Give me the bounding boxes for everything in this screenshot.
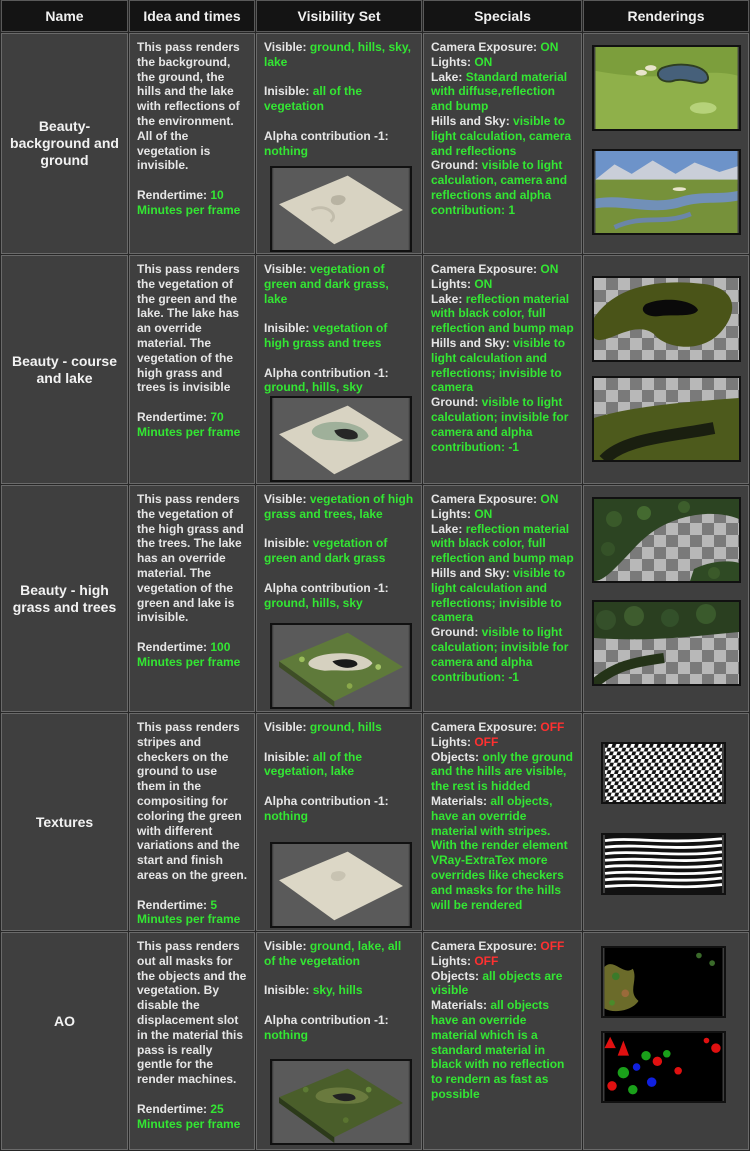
header-specials-label: Specials: [474, 7, 531, 24]
scene-thumbnail: [270, 623, 412, 709]
rendertime-value: 100 Minutes per frame: [137, 639, 241, 669]
hills-sky-value: visible to light calculation and reflections; invisible to camera: [431, 335, 566, 395]
ground-label: Ground:: [431, 395, 479, 410]
lights-label: Lights:: [431, 276, 471, 291]
alpha-value: nothing: [264, 143, 308, 158]
idea-text: This pass renders the background, the ground, the hills and the lake with reflections of the environment. All of the vegetation is invisible.: [137, 40, 240, 173]
row-name-label: AO: [54, 1013, 75, 1029]
camera-exposure-value: ON: [540, 40, 559, 54]
render-ao-mask: [601, 946, 726, 1018]
rendertime-value: 10 Minutes per frame: [137, 187, 241, 217]
visibility-cell: [256, 932, 422, 1150]
invisible-value: all of the vegetation, lake: [264, 749, 363, 779]
objects-label: Objects:: [431, 968, 480, 983]
camera-exposure-label: Camera Exposure:: [431, 939, 538, 953]
row-name: [1, 485, 128, 712]
visible-label: Visible:: [264, 720, 307, 734]
lights-label: Lights:: [431, 734, 471, 749]
camera-exposure-label: Camera Exposure:: [431, 492, 538, 506]
visible-value: vegetation of high grass and trees, lake: [264, 492, 414, 521]
camera-exposure-label: Camera Exposure:: [431, 720, 538, 734]
idea-text: This pass renders the vegetation of the green and the lake. The lake has an override material. The vegetation of the high grass and trees is invisible: [137, 262, 240, 395]
visibility-cell: [256, 33, 422, 254]
invisible-label: Inisible:: [264, 321, 310, 336]
rendertime: [137, 1102, 248, 1132]
row-name: [1, 255, 128, 484]
header-renderings: [583, 0, 749, 32]
visible-label: Visible:: [264, 40, 307, 54]
lake-value: reflection material with black color, full reflection and bump map: [431, 291, 574, 336]
rendertime-value: 25 Minutes per frame: [137, 1101, 241, 1131]
lake-label: Lake:: [431, 69, 463, 84]
lake-label: Lake:: [431, 291, 463, 306]
header-name-label: Name: [45, 7, 84, 24]
idea-cell: [129, 485, 255, 712]
rendertime-value: 70 Minutes per frame: [137, 409, 241, 439]
materials-value: all objects, have an override material with stripes. With the render element VRay-ExtraTex more overrides like checkers and masks for the hills will be rendered: [431, 793, 568, 912]
alpha-value: nothing: [264, 808, 308, 823]
renderings-cell: [583, 33, 749, 254]
render-trees-aerial: [592, 497, 741, 583]
lights-value: ON: [474, 54, 493, 69]
visible-label: Visible:: [264, 262, 307, 276]
hills-sky-value: visible to light calculation and reflections; invisible to camera: [431, 565, 566, 625]
hills-sky-label: Hills and Sky:: [431, 565, 510, 580]
lake-value: reflection material with black color, full reflection and bump map: [431, 521, 574, 566]
alpha-label: Alpha contribution -1:: [264, 793, 389, 808]
render-trees-perspective: [592, 600, 741, 686]
lake-label: Lake:: [431, 521, 463, 536]
header-visibility: [256, 0, 422, 32]
lights-label: Lights:: [431, 506, 471, 521]
hills-sky-value: visible to light calculation, camera and reflections: [431, 113, 572, 158]
camera-exposure-label: Camera Exposure:: [431, 40, 538, 54]
alpha-label: Alpha contribution -1:: [264, 128, 389, 143]
idea-text: This pass renders the vegetation of the high grass and the trees. The lake has an override material. The vegetation of the green and lake is invisible.: [137, 492, 244, 625]
ground-value: visible to light calculation; invisible for camera and alpha contribution: -1: [431, 395, 569, 454]
specials-cell: [423, 932, 582, 1150]
idea-cell: [129, 255, 255, 484]
renderings-cell: [583, 932, 749, 1150]
trees-perspective-shape: [594, 602, 739, 684]
header-idea-label: Idea and times: [143, 7, 241, 24]
scene-thumbnail: [270, 1059, 412, 1145]
idea-text: This pass renders out all masks for the objects and the vegetation. By disable the displacement slot in the material this pass is really gentle for the render machines.: [137, 939, 247, 1087]
rendertime-value: 5 Minutes per frame: [137, 897, 241, 927]
invisible-value: sky, hills: [312, 983, 363, 998]
invisible-label: Inisible:: [264, 536, 310, 551]
trees-aerial-shape: [594, 499, 739, 581]
ground-label: Ground:: [431, 158, 479, 173]
visible-label: Visible:: [264, 492, 307, 506]
row-name-label: Beauty - high grass and trees: [12, 581, 117, 615]
alpha-value: ground, hills, sky: [264, 380, 363, 395]
camera-exposure-value: OFF: [540, 720, 565, 734]
render-golf-course-perspective: [592, 149, 741, 235]
ground-value: visible to light calculation, camera and reflections and alpha contribution: 1: [431, 158, 568, 217]
objects-value: all objects are visible: [431, 968, 563, 998]
alpha-label: Alpha contribution -1:: [264, 1012, 389, 1027]
specials-cell: [423, 485, 582, 712]
render-stripes-texture: [601, 833, 726, 895]
render-course-lake-aerial: [592, 276, 741, 362]
header-specials: [423, 0, 582, 32]
invisible-value: all of the vegetation: [264, 84, 363, 114]
rendertime: [137, 188, 248, 218]
visibility-cell: [256, 713, 422, 931]
invisible-label: Inisible:: [264, 749, 310, 764]
idea-cell: [129, 932, 255, 1150]
materials-value: all objects have an override material which is a standard material in black with no reflection to rendern as fast as possible: [431, 998, 565, 1101]
camera-exposure-value: OFF: [540, 939, 565, 953]
lights-label: Lights:: [431, 953, 471, 968]
scene-thumbnail: [270, 166, 412, 252]
row-name-label: Textures: [35, 813, 94, 830]
invisible-label: Inisible:: [264, 983, 310, 998]
rendertime-label: Rendertime:: [137, 409, 208, 424]
render-course-lake-perspective: [592, 376, 741, 462]
alpha-label: Alpha contribution -1:: [264, 580, 389, 595]
lights-value: ON: [474, 276, 493, 291]
render-object-id-mask: [601, 1031, 726, 1103]
rendertime: [137, 410, 248, 440]
rendertime-label: Rendertime:: [137, 1101, 208, 1116]
specials-cell: [423, 713, 582, 931]
renderings-cell: [583, 255, 749, 484]
visible-label: Visible:: [264, 939, 307, 953]
course-lake-perspective-shape: [594, 378, 739, 460]
camera-exposure-value: ON: [540, 262, 559, 276]
lights-label: Lights:: [431, 54, 471, 69]
row-name: [1, 932, 128, 1150]
objects-label: Objects:: [431, 749, 480, 764]
invisible-value: vegetation of high grass and trees: [264, 321, 388, 350]
idea-text: This pass renders stripes and checkers on the ground to use them in the compositing for coloring the green with different variations and the start and finish areas on the green.: [137, 720, 248, 882]
materials-label: Materials:: [431, 793, 488, 808]
idea-cell: [129, 713, 255, 931]
invisible-value: vegetation of green and dark grass: [264, 536, 388, 566]
row-name: [1, 713, 128, 931]
rendertime: [137, 898, 248, 928]
visible-value: vegetation of green and dark grass, lake: [264, 262, 389, 306]
header-visibility-label: Visibility Set: [297, 7, 381, 24]
header-name: [1, 0, 128, 32]
row-name: [1, 33, 128, 254]
specials-cell: [423, 33, 582, 254]
invisible-label: Inisible:: [264, 84, 310, 99]
visibility-cell: [256, 255, 422, 484]
materials-label: Materials:: [431, 998, 488, 1013]
ground-label: Ground:: [431, 625, 479, 640]
rendertime-label: Rendertime:: [137, 897, 208, 912]
scene-thumbnail: [270, 396, 412, 482]
ground-value: visible to light calculation; invisible for camera and alpha contribution: -1: [431, 625, 569, 684]
render-golf-course-aerial: [592, 45, 741, 131]
header-renderings-label: Renderings: [627, 7, 705, 24]
visible-value: ground, hills: [309, 720, 382, 734]
row-name-label: Beauty - course and lake: [11, 352, 118, 386]
lake-value: Standard material with diffuse,reflection and bump: [431, 69, 568, 114]
visible-value: ground, hills, sky, lake: [264, 40, 411, 69]
lights-value: OFF: [474, 953, 499, 968]
hills-sky-label: Hills and Sky:: [431, 335, 510, 350]
alpha-value: nothing: [264, 1027, 308, 1042]
render-checker-texture: [601, 742, 726, 804]
header-idea: [129, 0, 255, 32]
hills-sky-label: Hills and Sky:: [431, 113, 510, 128]
specials-cell: [423, 255, 582, 484]
alpha-label: Alpha contribution -1:: [264, 365, 389, 380]
row-name-label: Beauty- background and ground: [10, 118, 119, 168]
objects-value: only the ground and the hills are visible, the rest is hidded: [431, 749, 574, 794]
rendertime-label: Rendertime:: [137, 187, 208, 202]
alpha-value: ground, hills, sky: [264, 595, 363, 610]
visibility-cell: [256, 485, 422, 712]
camera-exposure-label: Camera Exposure:: [431, 262, 538, 276]
lights-value: OFF: [474, 734, 499, 749]
visible-value: ground, lake, all of the vegetation: [264, 939, 402, 968]
rendertime: [137, 640, 248, 670]
idea-cell: [129, 33, 255, 254]
renderings-cell: [583, 485, 749, 712]
rendertime-label: Rendertime:: [137, 639, 208, 654]
scene-thumbnail: [270, 842, 412, 928]
course-lake-aerial-shape: [594, 278, 739, 360]
camera-exposure-value: ON: [540, 492, 559, 506]
renderings-cell: [583, 713, 749, 931]
lights-value: ON: [474, 506, 493, 521]
